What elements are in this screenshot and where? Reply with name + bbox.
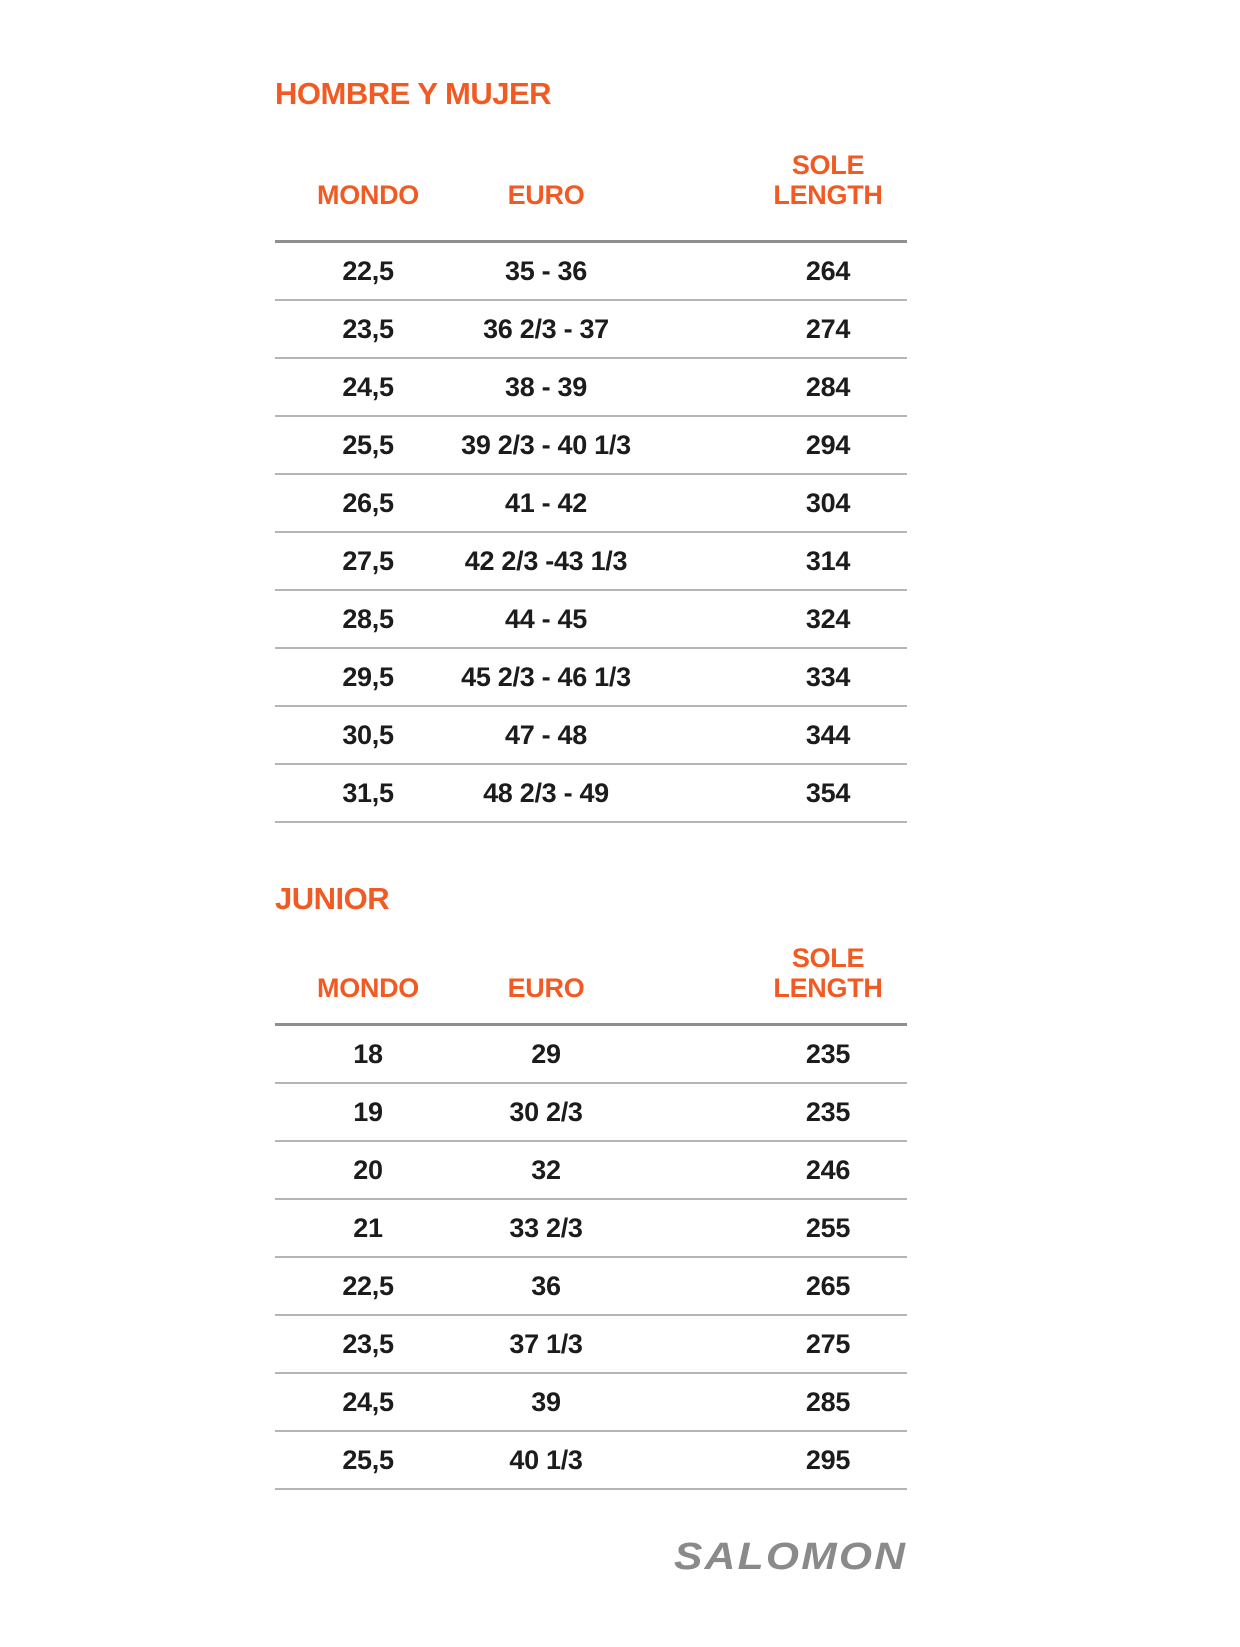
col-header-sole-line2: LENGTH [773, 180, 883, 210]
table-header [275, 150, 907, 242]
cell-sole-length: 284 [631, 358, 907, 416]
cell-euro: 29 [461, 1025, 631, 1084]
cell-euro: 36 [461, 1257, 631, 1315]
cell-sole-length: 246 [631, 1141, 907, 1199]
table-row [275, 358, 907, 416]
header-row [275, 943, 907, 1025]
cell-sole-length: 275 [631, 1315, 907, 1373]
table-row [275, 242, 907, 301]
cell-sole-length: 324 [631, 590, 907, 648]
cell-euro: 33 2/3 [461, 1199, 631, 1257]
cell-sole-length: 314 [631, 532, 907, 590]
table-row [275, 1373, 907, 1431]
section-junior [275, 883, 907, 1490]
cell-euro: 32 [461, 1141, 631, 1199]
col-header-sole-line1: SOLE [791, 150, 865, 180]
table-row [275, 532, 907, 590]
table-row [275, 1315, 907, 1373]
cell-mondo: 23,5 [275, 1315, 461, 1373]
cell-euro: 44 - 45 [461, 590, 631, 648]
col-header-sole-line1: SOLE [791, 943, 865, 973]
table-header [275, 943, 907, 1025]
cell-sole-length: 344 [631, 706, 907, 764]
cell-sole-length: 255 [631, 1199, 907, 1257]
size-table-junior [275, 943, 907, 1490]
cell-mondo: 18 [275, 1025, 461, 1084]
table-row [275, 1083, 907, 1141]
table-row [275, 1199, 907, 1257]
cell-euro: 35 - 36 [461, 242, 631, 301]
cell-sole-length: 235 [631, 1025, 907, 1084]
cell-sole-length: 354 [631, 764, 907, 822]
cell-sole-length: 285 [631, 1373, 907, 1431]
col-header-mondo: MONDO [275, 150, 461, 242]
cell-euro: 48 2/3 - 49 [461, 764, 631, 822]
table-row [275, 1431, 907, 1489]
cell-sole-length: 265 [631, 1257, 907, 1315]
cell-mondo: 27,5 [275, 532, 461, 590]
cell-mondo: 24,5 [275, 1373, 461, 1431]
cell-mondo: 19 [275, 1083, 461, 1141]
table-row [275, 648, 907, 706]
cell-euro: 39 [461, 1373, 631, 1431]
header-row [275, 150, 907, 242]
cell-mondo: 21 [275, 1199, 461, 1257]
cell-mondo: 20 [275, 1141, 461, 1199]
col-header-euro: EURO [461, 943, 631, 1025]
table-row [275, 300, 907, 358]
cell-mondo: 24,5 [275, 358, 461, 416]
table-row [275, 1257, 907, 1315]
cell-euro: 38 - 39 [461, 358, 631, 416]
table-row [275, 590, 907, 648]
cell-sole-length: 334 [631, 648, 907, 706]
cell-mondo: 26,5 [275, 474, 461, 532]
col-header-sole-length [631, 943, 907, 1025]
cell-euro: 36 2/3 - 37 [461, 300, 631, 358]
section-title-hombre-mujer: HOMBRE Y MUJER [275, 76, 552, 111]
cell-sole-length: 235 [631, 1083, 907, 1141]
cell-mondo: 22,5 [275, 242, 461, 301]
col-header-sole-length [631, 150, 907, 242]
cell-mondo: 30,5 [275, 706, 461, 764]
size-chart-page [275, 0, 907, 1579]
cell-mondo: 23,5 [275, 300, 461, 358]
table-row [275, 1025, 907, 1084]
cell-sole-length: 274 [631, 300, 907, 358]
size-table-hombre-mujer [275, 150, 907, 823]
cell-euro: 39 2/3 - 40 1/3 [461, 416, 631, 474]
cell-sole-length: 294 [631, 416, 907, 474]
cell-euro: 40 1/3 [461, 1431, 631, 1489]
cell-euro: 41 - 42 [461, 474, 631, 532]
cell-sole-length: 304 [631, 474, 907, 532]
table-row [275, 416, 907, 474]
cell-euro: 47 - 48 [461, 706, 631, 764]
cell-mondo: 25,5 [275, 416, 461, 474]
cell-mondo: 31,5 [275, 764, 461, 822]
cell-euro: 42 2/3 -43 1/3 [461, 532, 631, 590]
cell-mondo: 28,5 [275, 590, 461, 648]
table-row [275, 764, 907, 822]
cell-mondo: 25,5 [275, 1431, 461, 1489]
cell-euro: 30 2/3 [461, 1083, 631, 1141]
section-title-junior: JUNIOR [275, 881, 390, 916]
section-hombre-mujer [275, 78, 907, 823]
cell-euro: 45 2/3 - 46 1/3 [461, 648, 631, 706]
cell-sole-length: 264 [631, 242, 907, 301]
col-header-mondo: MONDO [275, 943, 461, 1025]
col-header-euro: EURO [461, 150, 631, 242]
salomon-logo: SALOMON [673, 1536, 907, 1578]
table-row [275, 706, 907, 764]
col-header-sole-line2: LENGTH [773, 973, 883, 1003]
brand-footer [275, 1536, 907, 1579]
cell-euro: 37 1/3 [461, 1315, 631, 1373]
table-row [275, 1141, 907, 1199]
cell-mondo: 29,5 [275, 648, 461, 706]
cell-mondo: 22,5 [275, 1257, 461, 1315]
cell-sole-length: 295 [631, 1431, 907, 1489]
table-row [275, 474, 907, 532]
